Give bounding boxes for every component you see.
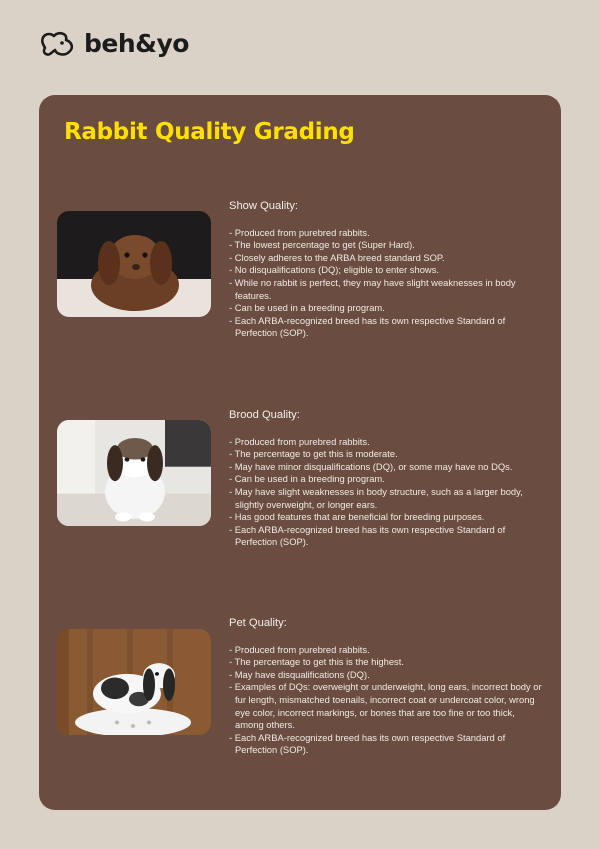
list-item: - Can be used in a breeding program. — [229, 473, 385, 485]
brood-quality-rabbit-photo — [57, 420, 211, 526]
bunny-logo-icon — [38, 28, 78, 58]
list-item: - Has good features that are beneficial for breeding purposes. — [229, 511, 485, 523]
bullet-list — [229, 436, 544, 549]
list-item: - Produced from purebred rabbits. — [229, 226, 370, 238]
list-item: - Each ARBA-recognized breed has its own respective Standard of Perfection (SOP). — [229, 523, 506, 548]
list-item: - Produced from purebred rabbits. — [229, 643, 370, 655]
list-item: - Produced from purebred rabbits. — [229, 435, 370, 447]
list-item: - No disqualifications (DQ); eligible to enter shows. — [229, 264, 439, 276]
list-item: - Each ARBA-recognized breed has its own respective Standard of Perfection (SOP). — [229, 314, 506, 339]
section-heading: Brood Quality: — [229, 409, 300, 421]
list-item: - May have slight weaknesses in body structure, such as a larger body, slightly overweight, or longer ears. — [229, 485, 523, 510]
pet-quality-text — [229, 617, 544, 757]
list-item: - May have minor disqualifications (DQ), or some may have no DQs. — [229, 460, 513, 472]
list-item: - The percentage to get this is moderate. — [229, 448, 398, 460]
list-item: - The percentage to get this is the highest. — [229, 656, 404, 668]
section-heading: Pet Quality: — [229, 617, 287, 629]
brand-name: beh&yo — [84, 28, 189, 58]
list-item: - The lowest percentage to get (Super Hard). — [229, 239, 415, 251]
brand-logo[interactable] — [38, 28, 189, 58]
page-title: Rabbit Quality Grading — [64, 119, 355, 145]
content-card — [39, 95, 561, 810]
bullet-list — [229, 227, 544, 340]
show-quality-rabbit-photo — [57, 211, 211, 317]
section-heading: Show Quality: — [229, 200, 299, 212]
bullet-list — [229, 644, 544, 757]
list-item: - May have disqualifications (DQ). — [229, 668, 370, 680]
show-quality-text — [229, 200, 544, 340]
list-item: - Each ARBA-recognized breed has its own respective Standard of Perfection (SOP). — [229, 731, 506, 756]
list-item: - Examples of DQs: overweight or underweight, long ears, incorrect body or fur length, mismatched toenails, incorrect coat or undercoat color, wrong eye color, incorrect markings, or bones that are too fine or too thick, among others. — [229, 681, 542, 731]
list-item: - Can be used in a breeding program. — [229, 302, 385, 314]
pet-quality-rabbit-photo — [57, 629, 211, 735]
brood-quality-text — [229, 409, 544, 549]
list-item: - Closely adheres to the ARBA breed standard SOP. — [229, 251, 445, 263]
list-item: - While no rabbit is perfect, they may have slight weaknesses in body features. — [229, 276, 516, 301]
